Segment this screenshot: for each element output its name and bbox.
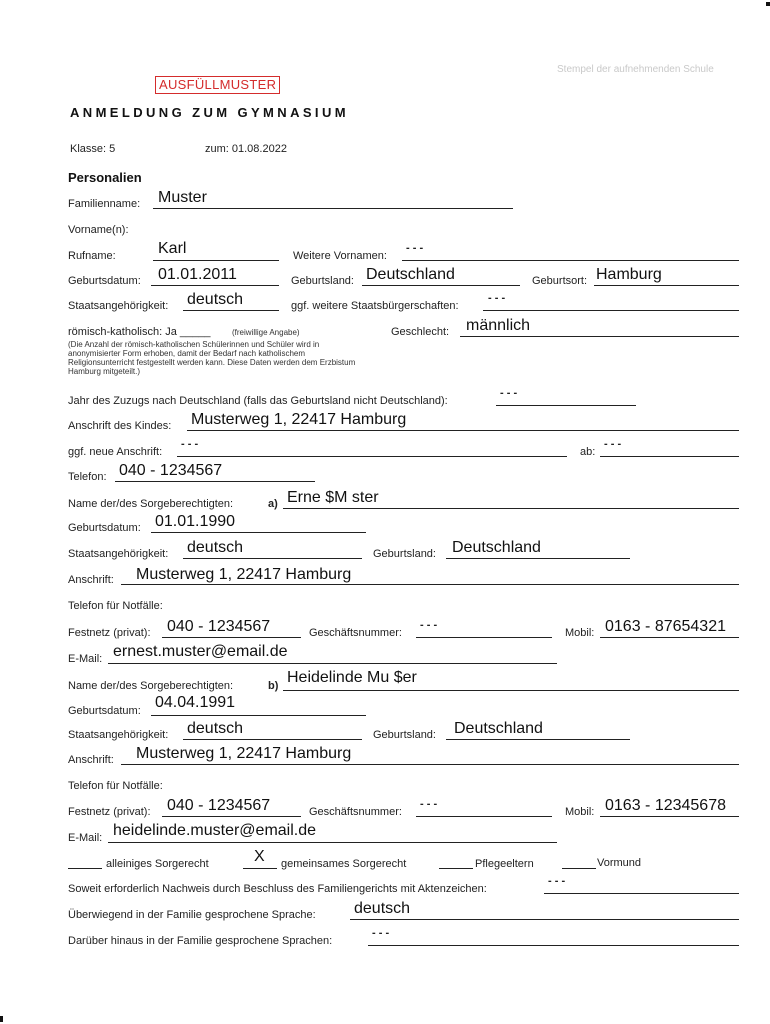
guardian-a-business-value[interactable]: - - -	[420, 619, 438, 631]
guardian-b-nationality-label: Staatsangehörigkeit:	[68, 729, 169, 741]
child-address-line	[187, 430, 739, 431]
guardian-a-email-line	[108, 663, 557, 664]
guardian-a-birthdate-value[interactable]: 01.01.1990	[155, 513, 236, 530]
legal-guardian-label: Vormund	[597, 857, 642, 869]
birthplace-value[interactable]: Hamburg	[596, 266, 662, 283]
guardian-a-birthdate-label: Geburtsdatum:	[68, 522, 141, 534]
guardian-a-marker: a)	[268, 498, 278, 510]
catholic-note-short: (freiwillige Angabe)	[232, 328, 300, 337]
joint-custody-label: gemeinsames Sorgerecht	[281, 858, 407, 870]
guardian-b-landline-label: Festnetz (privat):	[68, 806, 151, 818]
guardian-a-name-line	[283, 508, 739, 509]
class-label: Klasse: 5	[70, 143, 116, 155]
moving-year-value[interactable]: - - -	[500, 387, 518, 399]
guardian-b-birthdate-line	[151, 715, 366, 716]
child-address-value[interactable]: Musterweg 1, 22417 Hamburg	[191, 411, 407, 428]
gender-label: Geschlecht:	[391, 326, 450, 338]
new-address-label: ggf. neue Anschrift:	[68, 446, 163, 458]
legal-guardian-blank[interactable]	[562, 868, 596, 869]
other-nationality-value[interactable]: - - -	[488, 292, 506, 304]
guardian-a-emergency-label: Telefon für Notfälle:	[68, 600, 163, 612]
guardian-b-name-label: Name der/des Sorgeberechtigten:	[68, 680, 234, 692]
guardian-b-name-line	[283, 690, 739, 691]
court-ref-line	[544, 893, 739, 894]
guardian-b-birthcountry-value[interactable]: Deutschland	[454, 720, 543, 737]
main-language-value[interactable]: deutsch	[354, 900, 411, 917]
guardian-a-nationality-label: Staatsangehörigkeit:	[68, 548, 169, 560]
guardian-a-birthcountry-value[interactable]: Deutschland	[452, 539, 541, 556]
guardian-a-landline-label: Festnetz (privat):	[68, 627, 151, 639]
court-ref-value[interactable]: - - -	[548, 875, 566, 887]
birthdate-line	[151, 285, 279, 286]
birthcountry-label: Geburtsland:	[291, 275, 354, 287]
guardian-b-address-label: Anschrift:	[68, 754, 114, 766]
guardian-b-birthdate-value[interactable]: 04.04.1991	[155, 694, 236, 711]
gender-line	[460, 336, 739, 337]
from-line	[600, 456, 739, 457]
guardian-b-landline-value[interactable]: 040 - 1234567	[167, 797, 271, 814]
birthdate-label: Geburtsdatum:	[68, 275, 141, 287]
guardian-a-name-value[interactable]: Erne $M ster	[287, 489, 379, 506]
other-languages-label: Darüber hinaus in der Familie gesprochene Sprachen:	[68, 935, 333, 947]
child-address-label: Anschrift des Kindes:	[68, 420, 172, 432]
child-phone-line	[115, 481, 315, 482]
guardian-b-business-label: Geschäftsnummer:	[309, 806, 402, 818]
moving-year-label: Jahr des Zuzugs nach Deutschland (falls das Geburtsland nicht Deutschland):	[68, 395, 448, 407]
scan-mark-bottom-left	[0, 1016, 3, 1022]
guardian-a-business-line	[416, 637, 552, 638]
main-language-line	[350, 919, 739, 920]
guardian-a-birthcountry-label: Geburtsland:	[373, 548, 436, 560]
guardian-b-birthdate-label: Geburtsdatum:	[68, 705, 141, 717]
guardian-b-name-value[interactable]: Heidelinde Mu $er	[287, 669, 417, 686]
guardian-b-birthcountry-label: Geburtsland:	[373, 729, 436, 741]
birthcountry-value[interactable]: Deutschland	[366, 266, 455, 283]
callname-label: Rufname:	[68, 250, 116, 262]
guardian-b-mobile-value[interactable]: 0163 - 12345678	[605, 797, 726, 814]
form-title: ANMELDUNG ZUM GYMNASIUM	[70, 105, 349, 120]
lastname-label: Familienname:	[68, 198, 141, 210]
other-firstnames-value[interactable]: - - -	[406, 242, 424, 254]
callname-value[interactable]: Karl	[158, 240, 187, 257]
guardian-a-business-label: Geschäftsnummer:	[309, 627, 402, 639]
sample-stamp: AUSFÜLLMUSTER	[155, 76, 280, 94]
nationality-label: Staatsangehörigkeit:	[68, 300, 169, 312]
guardian-a-name-label: Name der/des Sorgeberechtigten:	[68, 498, 234, 510]
birthplace-label: Geburtsort:	[532, 275, 588, 287]
other-languages-value[interactable]: - - -	[372, 927, 390, 939]
guardian-b-address-value[interactable]: Musterweg 1, 22417 Hamburg	[136, 745, 352, 762]
from-value[interactable]: - - -	[604, 438, 622, 450]
school-stamp-hint: Stempel der aufnehmenden Schule	[557, 64, 714, 75]
birthplace-line	[594, 285, 739, 286]
guardian-b-mobile-label: Mobil:	[565, 806, 595, 818]
guardian-b-address-line	[121, 764, 739, 765]
section-heading: Personalien	[68, 170, 142, 185]
new-address-value[interactable]: - - -	[181, 438, 199, 450]
guardian-b-email-value[interactable]: heidelinde.muster@email.de	[113, 822, 317, 839]
sole-custody-blank[interactable]	[68, 868, 102, 869]
guardian-a-landline-line	[162, 637, 301, 638]
guardian-a-nationality-value[interactable]: deutsch	[187, 539, 244, 556]
guardian-a-birthcountry-line	[446, 558, 630, 559]
guardian-b-emergency-label: Telefon für Notfälle:	[68, 780, 163, 792]
guardian-a-email-label: E-Mail:	[68, 653, 103, 665]
birthcountry-line	[362, 285, 520, 286]
guardian-b-email-label: E-Mail:	[68, 832, 103, 844]
catholic-note: (Die Anzahl der römisch-katholischen Schülerinnen und Schüler wird in anonymisierter Form erhoben, damit der Bedarf nach katholischem Religionsunterricht festgestellt werden kann. Diese Daten werden dem Erzbistum Hamburg mitgeteilt.)	[68, 340, 356, 376]
guardian-b-nationality-value[interactable]: deutsch	[187, 720, 244, 737]
foster-label: Pflegeeltern	[475, 858, 534, 870]
guardian-a-mobile-line	[600, 637, 739, 638]
other-firstnames-label: Weitere Vornamen:	[293, 250, 387, 262]
guardian-b-business-line	[416, 816, 552, 817]
joint-custody-mark[interactable]: X	[254, 848, 265, 865]
guardian-a-address-label: Anschrift:	[68, 574, 114, 586]
guardian-a-mobile-label: Mobil:	[565, 627, 595, 639]
moving-year-line	[496, 405, 636, 406]
callname-line	[153, 260, 279, 261]
main-language-label: Überwiegend in der Familie gesprochene Sprache:	[68, 909, 316, 921]
guardian-b-email-line	[108, 842, 557, 843]
joint-custody-blank[interactable]	[243, 868, 277, 869]
guardian-a-mobile-value[interactable]: 0163 - 87654321	[605, 618, 726, 635]
child-phone-value[interactable]: 040 - 1234567	[119, 462, 223, 479]
birthdate-value[interactable]: 01.01.2011	[158, 266, 237, 283]
guardian-b-nationality-line	[183, 739, 362, 740]
other-nationality-line	[483, 310, 739, 311]
guardian-b-mobile-line	[600, 816, 739, 817]
new-address-line	[177, 456, 567, 457]
guardian-b-birthcountry-line	[446, 739, 630, 740]
court-ref-label: Soweit erforderlich Nachweis durch Beschluss des Familiengerichts mit Aktenzeichen:	[68, 883, 487, 895]
guardian-a-nationality-line	[183, 558, 362, 559]
sole-custody-label: alleiniges Sorgerecht	[106, 858, 209, 870]
child-phone-label: Telefon:	[68, 471, 107, 483]
start-date-label: zum: 01.08.2022	[205, 143, 287, 155]
guardian-a-email-value[interactable]: ernest.muster@email.de	[113, 643, 288, 660]
catholic-label[interactable]: römisch-katholisch: Ja _____	[68, 326, 211, 338]
guardian-a-birthdate-line	[151, 532, 366, 533]
guardian-b-landline-line	[162, 816, 301, 817]
nationality-line	[183, 310, 279, 311]
lastname-line	[153, 208, 513, 209]
from-label: ab:	[580, 446, 596, 458]
guardian-a-address-value[interactable]: Musterweg 1, 22417 Hamburg	[136, 566, 352, 583]
guardian-b-marker: b)	[268, 680, 279, 692]
gender-value[interactable]: männlich	[466, 317, 531, 334]
lastname-value[interactable]: Muster	[158, 189, 207, 206]
other-nationality-label: ggf. weitere Staatsbürgerschaften:	[291, 300, 459, 312]
guardian-b-business-value[interactable]: - - -	[420, 798, 438, 810]
other-languages-line	[368, 945, 739, 946]
guardian-a-landline-value[interactable]: 040 - 1234567	[167, 618, 271, 635]
scan-mark-top-right	[766, 2, 770, 6]
guardian-a-address-line	[121, 584, 739, 585]
other-firstnames-line	[402, 260, 739, 261]
foster-blank[interactable]	[439, 868, 473, 869]
nationality-value[interactable]: deutsch	[187, 291, 244, 308]
firstnames-label: Vorname(n):	[68, 224, 129, 236]
